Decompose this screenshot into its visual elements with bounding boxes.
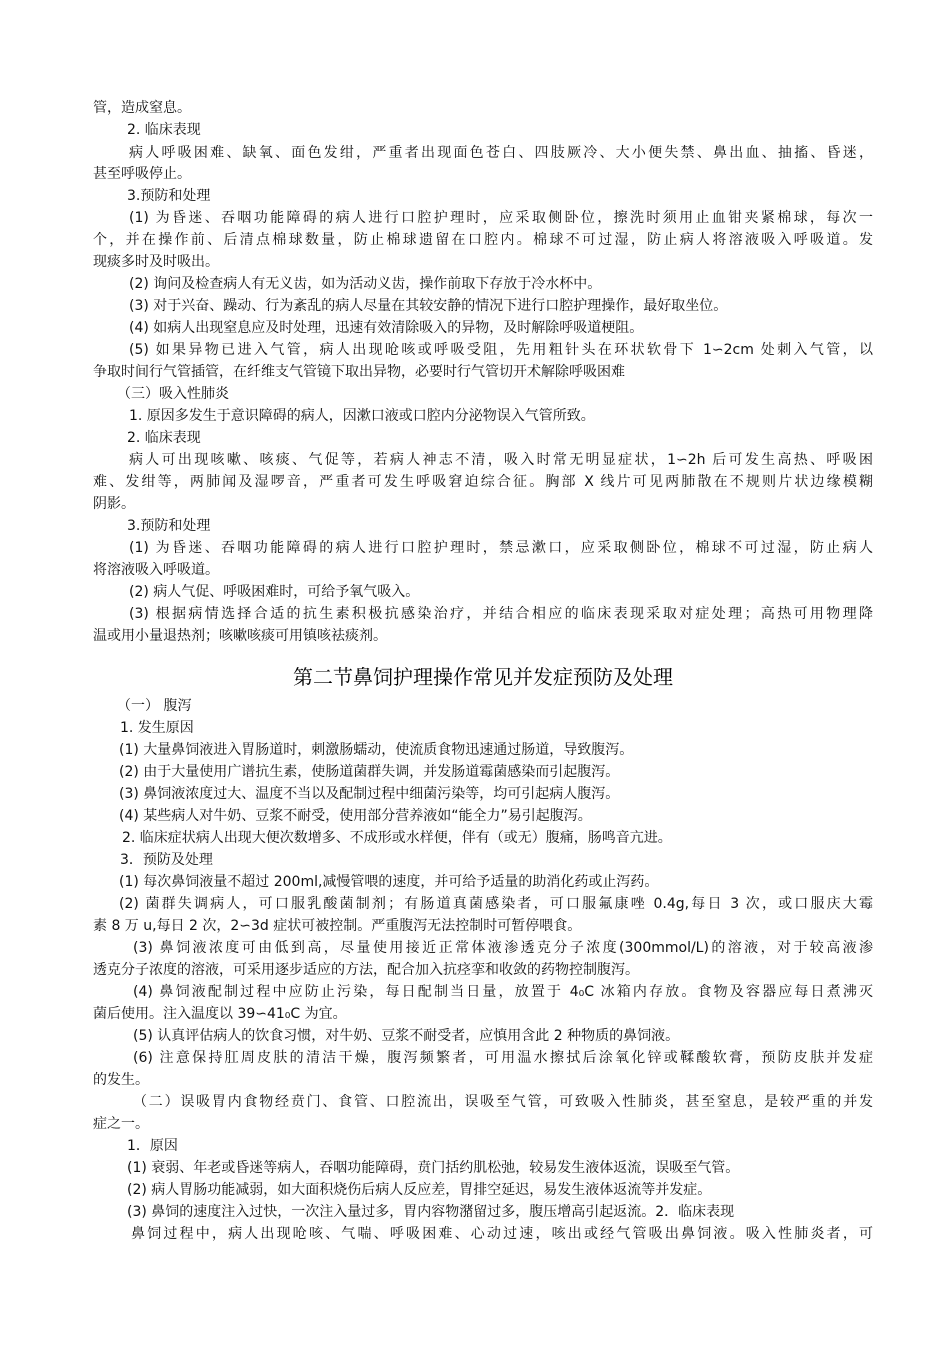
text-line: (6) 注意保持肛周皮肤的清洁干燥，腹泻频繁者，可用温水擦拭后涂氧化锌或鞣酸软膏，预防皮肤并发症 xyxy=(133,1050,873,1066)
text-line: 2. 临床表现 xyxy=(127,430,201,446)
text-line: 素 8 万 u,每日 2 次，2∽3d 症状可被控制。严重腹泻无法控制时可暂停喂食。 xyxy=(93,918,582,934)
text-line: (1) 每次鼻饲液量不超过 200ml,减慢管喂的速度，并可给予适量的助消化药或止泻药。 xyxy=(119,874,659,890)
text-line: 1. 原因多发生于意识障碍的病人，因漱口液或口腔内分泌物误入气管所致。 xyxy=(129,408,595,424)
text-line: 3．预防及处理 xyxy=(120,852,213,868)
text-line: (1) 为昏迷、吞咽功能障碍的病人进行口腔护理时，应采取侧卧位，擦洗时须用止血钳夹紧棉球，每次一 xyxy=(129,210,873,226)
text-line: (1) 为昏迷、吞咽功能障碍的病人进行口腔护理时，禁忌漱口，应采取侧卧位，棉球不可过湿，防止病人 xyxy=(129,540,873,556)
text-line: (3) 根据病情选择合适的抗生素积极抗感染治疗，并结合相应的临床表现采取对症处理；高热可用物理降 xyxy=(129,606,873,622)
text-line: 1．原因 xyxy=(127,1138,178,1154)
text-line: 鼻饲过程中，病人出现呛咳、气喘、呼吸困难、心动过速，咳出或经气管吸出鼻饲液。吸入性肺炎者，可 xyxy=(131,1226,873,1242)
text-line: 甚至呼吸停止。 xyxy=(93,166,191,182)
text-line: (2) 病人胃肠功能减弱，如大面积烧伤后病人反应差，胃排空延迟，易发生液体返流等并发症。 xyxy=(127,1182,712,1198)
text-line: 病人呼吸困难、缺氧、面色发绀，严重者出现面色苍白、四肢厥冷、大小便失禁、鼻出血、抽搐、昏迷， xyxy=(129,145,873,161)
text-line: 2. 临床表现 xyxy=(127,122,201,138)
text-line: 3.预防和处理 xyxy=(127,188,211,204)
text-line: 透克分子浓度的溶液，可采用逐步适应的方法，配合加入抗痉挛和收敛的药物控制腹泻。 xyxy=(93,962,639,978)
text-line: (2) 询问及检查病人有无义齿，如为活动义齿，操作前取下存放于冷水杯中。 xyxy=(129,276,602,292)
text-line: 温或用小量退热剂；咳嗽咳痰可用镇咳祛痰剂。 xyxy=(93,628,387,644)
text-line: (4) 某些病人对牛奶、豆浆不耐受，使用部分营养液如“能全力”易引起腹泻。 xyxy=(119,808,592,824)
text-line: (3) 鼻饲液浓度过大、温度不当以及配制过程中细菌污染等，均可引起病人腹泻。 xyxy=(119,786,620,802)
text-line: （三）吸入性肺炎 xyxy=(117,386,229,402)
text-line: (3) 对于兴奋、躁动、行为紊乱的病人尽量在其较安静的情况下进行口腔护理操作，最好取坐位。 xyxy=(129,298,728,314)
text-line: 菌后使用。注入温度以 39∽41₀C 为宜。 xyxy=(93,1006,347,1022)
text-line: (3) 鼻饲的速度注入过快，一次注入量过多，胃内容物潴留过多，腹压增高引起返流。2．临床表现 xyxy=(127,1204,735,1220)
text-line: （二）误吸胃内食物经贲门、食管、口腔流出，误吸至气管，可致吸入性肺炎，甚至窒息，是较严重的并发 xyxy=(133,1094,873,1110)
text-line: 病人可出现咳嗽、咳痰、气促等，若病人神志不清，吸入时常无明显症状，1∽2h 后可发生高热、呼吸困 xyxy=(129,452,873,468)
text-line: (2) 病人气促、呼吸困难时，可给予氧气吸入。 xyxy=(129,584,420,600)
text-line: 的发生。 xyxy=(93,1072,149,1088)
text-line: 症之一。 xyxy=(93,1116,149,1132)
text-line: 1. 发生原因 xyxy=(120,720,194,736)
text-line: 3.预防和处理 xyxy=(127,518,211,534)
text-line: 阴影。 xyxy=(93,496,135,512)
text-line: (1) 大量鼻饲液进入胃肠道时，刺激肠蠕动，使流质食物迅速通过肠道，导致腹泻。 xyxy=(119,742,634,758)
text-line: (5) 如果异物已进入气管，病人出现呛咳或呼吸受阻，先用粗针头在环状软骨下 1∽2cm 处刺入气管，以 xyxy=(129,342,873,358)
text-line: 难、发绀等，两肺闻及湿啰音，严重者可发生呼吸窘迫综合征。胸部 X 线片可见两肺散在不规则片状边缘模糊 xyxy=(93,474,873,490)
text-line: (2) 菌群失调病人，可口服乳酸菌制剂；有肠道真菌感染者，可口服氟康唑 0.4g,每日 3 次，或口服庆大霉 xyxy=(119,896,873,912)
text-line: (1) 衰弱、年老或昏迷等病人，吞咽功能障碍，贲门括约肌松弛，较易发生液体返流，误吸至气管。 xyxy=(127,1160,740,1176)
text-line: 管，造成窒息。 xyxy=(93,100,191,116)
text-line: （一） 腹泻 xyxy=(117,698,192,714)
text-line: 现痰多时及时吸出。 xyxy=(93,254,219,270)
text-line: 2. 临床症状病人出现大便次数增多、不成形或水样便，伴有（或无）腹痛，肠鸣音亢进。 xyxy=(122,830,672,846)
section-title: 第二节鼻饲护理操作常见并发症预防及处理 xyxy=(293,665,673,689)
text-line: 个，并在操作前、后清点棉球数量，防止棉球遗留在口腔内。棉球不可过湿，防止病人将溶液吸入呼吸道。发 xyxy=(93,232,873,248)
text-line: 争取时间行气管插管，在纤维支气管镜下取出异物，必要时行气管切开术解除呼吸困难 xyxy=(93,364,625,380)
text-line: 将溶液吸入呼吸道。 xyxy=(93,562,219,578)
text-line: (3) 鼻饲液浓度可由低到高，尽量使用接近正常体液渗透克分子浓度(300mmol/L)的溶液，对于较高液渗 xyxy=(133,940,873,956)
text-line: (2) 由于大量使用广谱抗生素，使肠道菌群失调，并发肠道霉菌感染而引起腹泻。 xyxy=(119,764,620,780)
text-line: (4) 如病人出现窒息应及时处理，迅速有效清除吸入的异物，及时解除呼吸道梗阻。 xyxy=(129,320,644,336)
text-line: (5) 认真评估病人的饮食习惯，对牛奶、豆浆不耐受者，应慎用含此 2 种物质的鼻饲液。 xyxy=(133,1028,680,1044)
text-line: (4) 鼻饲液配制过程中应防止污染，每日配制当日量，放置于 4₀C 冰箱内存放。食物及容器应每日煮沸灭 xyxy=(133,984,873,1000)
